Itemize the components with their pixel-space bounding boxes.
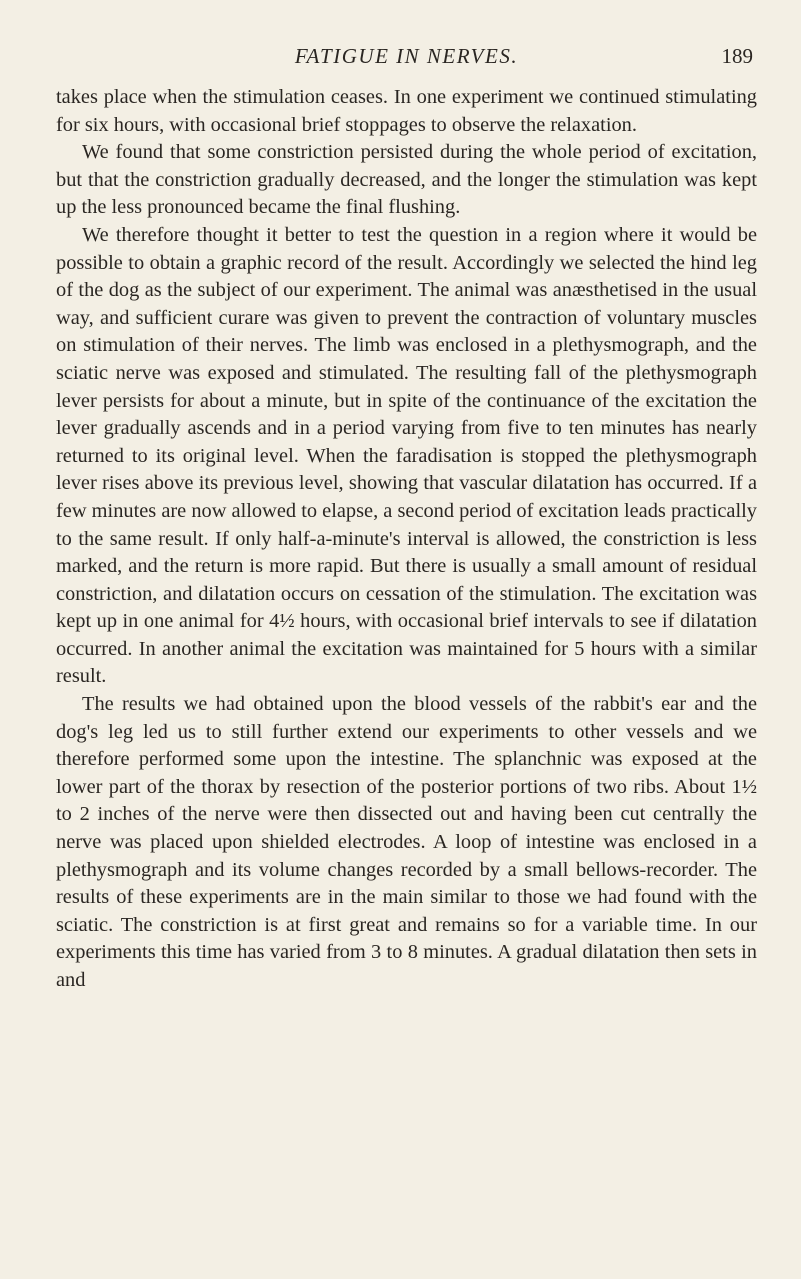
- page-number: 189: [721, 44, 753, 68]
- paragraph-intestine-experiment: The results we had obtained upon the blood vessels of the rabbit's ear and the dog's leg led us to still further extend our experiments to other vessels and we therefore performed some upon the intestine. The splanchnic was exposed at the lower part of the thorax by resection of the posterior portions of two ribs. About 1½ to 2 inches of the nerve were then dissected out and having been cut centrally the nerve was placed upon shielded electrodes. A loop of intestine was enclosed in a plethysmograph and its volume changes recorded by a small bellows-recorder. The results of these experiments are in the main similar to those we had found with the sciatic. The constriction is at first great and remains so for a variable time. In our experiments this time has varied from 3 to 8 minutes. A gradual dilatation then sets in and: [56, 693, 757, 991]
- paragraph-constriction: We found that some constriction persisted during the whole period of excitation, but that the constriction gradually decreased, and the longer the stimulation was kept up the less pronounced became the final flushing.: [56, 141, 757, 219]
- running-head: [56, 40, 757, 80]
- body-text: [56, 84, 757, 995]
- running-title: FATIGUE IN NERVES.: [294, 44, 519, 68]
- paragraph-continued: takes place when the stimulation ceases. In one experiment we continued stimulating for six hours, with occasional brief stoppages to observe the relaxation.: [56, 86, 757, 136]
- paragraph-hind-leg-experiment: We therefore thought it better to test the question in a region where it would be possible to obtain a graphic record of the result. Accordingly we selected the hind leg of the dog as the subject of our experiment. The animal was anæsthetised in the usual way, and sufficient curare was given to prevent the contraction of voluntary muscles on stimulation of their nerves. The limb was enclosed in a plethysmograph, and the sciatic nerve was exposed and stimulated. The resulting fall of the plethysmograph lever persists for about a minute, but in spite of the continuance of the excitation the lever gradually ascends and in a period varying from five to ten minutes has nearly returned to its original level. When the faradisation is stopped the plethysmograph lever rises above its previous level, showing that vascular dilatation has occurred. If a few minutes are now allowed to elapse, a second period of excitation leads practically to the same result. If only half-a-minute's interval is allowed, the constriction is less marked, and the return is more rapid. But there is usually a small amount of residual constriction, and dilatation occurs on cessation of the stimulation. The excitation was kept up in one animal for 4½ hours, with occasional brief intervals to see if dilatation occurred. In another animal the excitation was maintained for 5 hours with a similar result.: [56, 223, 757, 688]
